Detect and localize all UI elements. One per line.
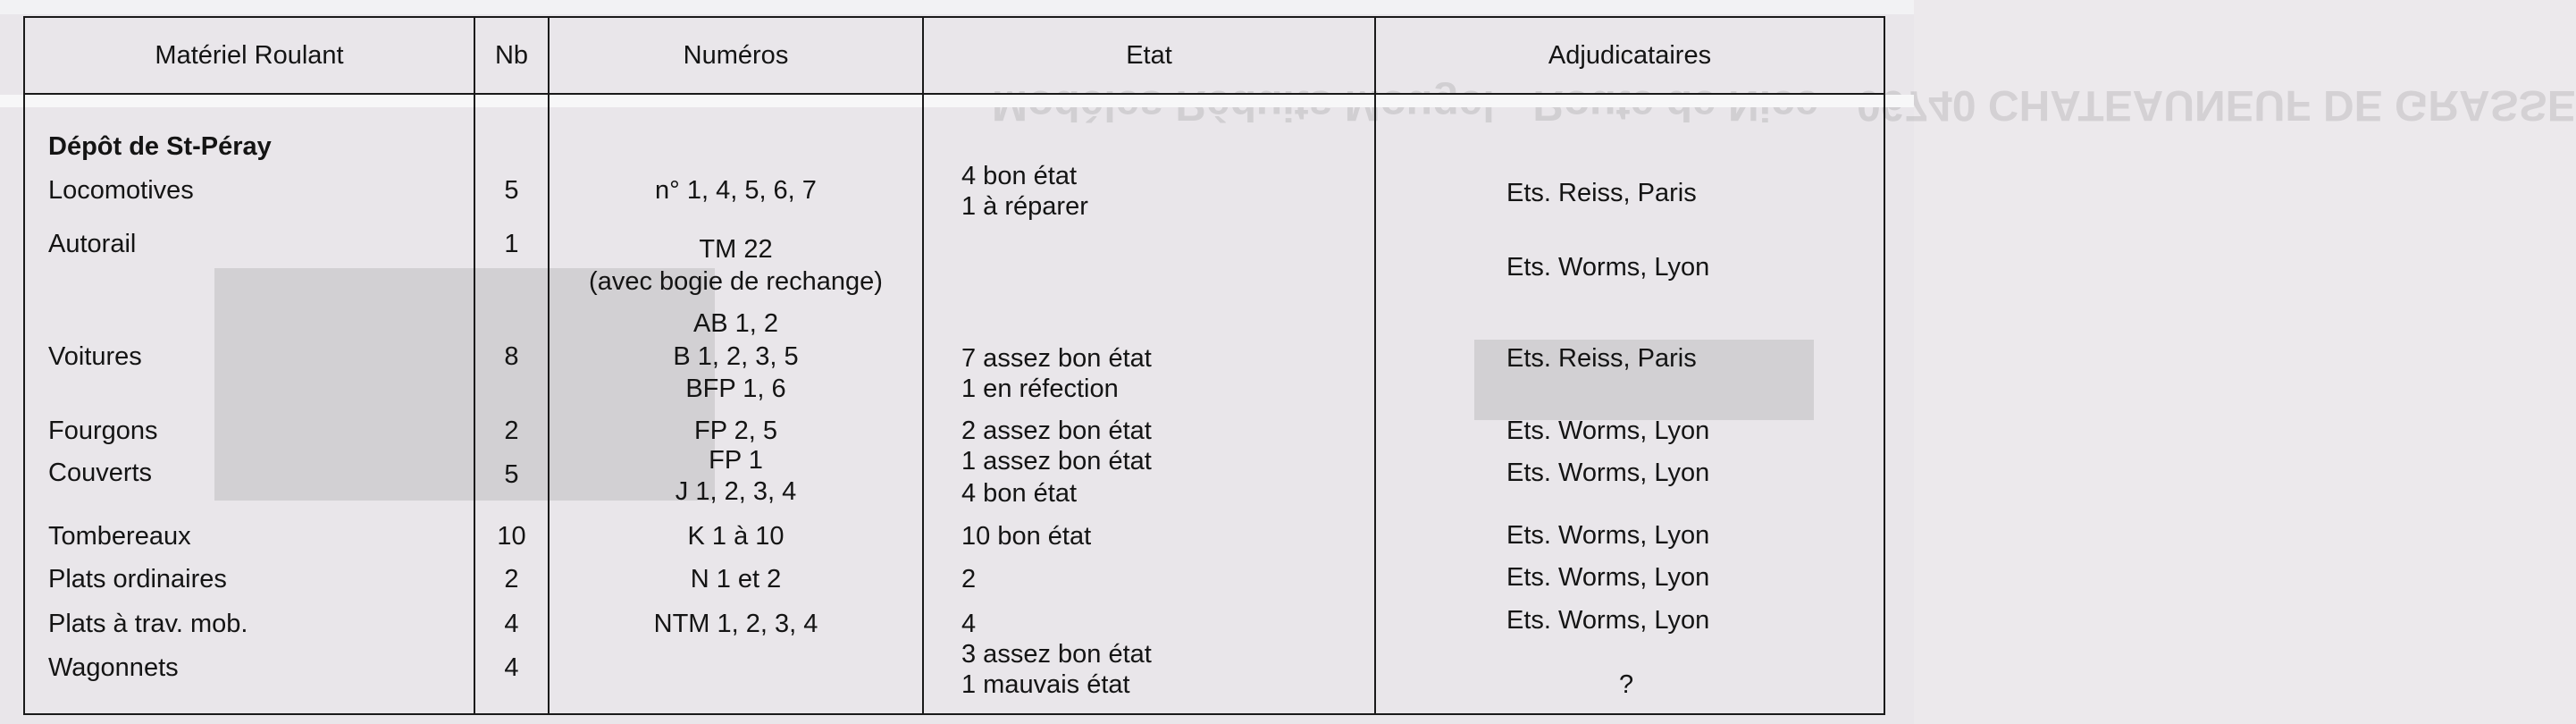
top-edge — [0, 0, 1914, 14]
header-adjudicataires: Adjudicataires — [1548, 41, 1712, 70]
row-numeros: N 1 et 2 — [690, 565, 782, 594]
row-numeros: n° 1, 4, 5, 6, 7 — [655, 176, 817, 205]
row-adjudicataire: Ets. Worms, Lyon — [1506, 563, 1710, 592]
row-materiel: Plats ordinaires — [48, 565, 227, 594]
row-nb: 8 — [504, 342, 519, 371]
row-materiel: Wagonnets — [48, 653, 179, 682]
row-etat: 1 assez bon état — [961, 447, 1152, 476]
row-adjudicataire: Ets. Worms, Lyon — [1506, 606, 1710, 635]
row-numeros: BFP 1, 6 — [685, 375, 786, 403]
row-nb: 5 — [504, 176, 519, 205]
section-depot: Dépôt de St-Péray — [48, 132, 272, 161]
row-materiel: Voitures — [48, 342, 142, 371]
row-adjudicataire: Ets. Worms, Lyon — [1506, 521, 1710, 550]
row-etat: 3 assez bon état — [961, 640, 1152, 669]
row-nb: 4 — [504, 653, 519, 682]
header-etat: Etat — [1126, 41, 1172, 70]
row-adjudicataire: ? — [1619, 670, 1634, 699]
row-etat: 4 bon état — [961, 162, 1077, 190]
row-nb: 2 — [504, 565, 519, 594]
row-nb: 10 — [497, 522, 526, 551]
row-materiel: Couverts — [48, 459, 153, 487]
row-numeros: AB 1, 2 — [692, 309, 779, 338]
row-nb: 4 — [504, 610, 519, 638]
row-adjudicataire: Ets. Worms, Lyon — [1506, 459, 1710, 487]
row-nb: 1 — [504, 230, 519, 258]
row-numeros: TM 22 — [699, 235, 773, 264]
row-etat: 2 assez bon état — [961, 417, 1152, 445]
row-materiel: Tombereaux — [48, 522, 191, 551]
row-etat: 1 mauvais état — [961, 670, 1130, 699]
row-adjudicataire: Ets. Worms, Lyon — [1506, 417, 1710, 445]
row-nb: 5 — [504, 460, 519, 489]
row-numeros: NTM 1, 2, 3, 4 — [653, 610, 818, 638]
header-nb: Nb — [494, 41, 529, 70]
row-etat: 7 assez bon état — [961, 344, 1152, 373]
row-numeros: FP 1 — [709, 446, 763, 475]
column-divider — [922, 16, 924, 715]
row-etat: 1 à réparer — [961, 192, 1088, 221]
row-materiel: Locomotives — [48, 176, 194, 205]
row-adjudicataire: Ets. Worms, Lyon — [1506, 253, 1710, 282]
header-separator — [23, 93, 1885, 95]
column-divider — [1374, 16, 1376, 715]
row-nb: 2 — [504, 417, 519, 445]
row-etat: 4 bon état — [961, 479, 1077, 508]
row-numeros: (avec bogie de rechange) — [589, 267, 883, 296]
row-etat: 1 en réfection — [961, 375, 1119, 403]
row-materiel: Autorail — [48, 230, 137, 258]
row-numeros: K 1 à 10 — [687, 522, 785, 551]
row-etat: 10 bon état — [961, 522, 1092, 551]
row-adjudicataire: Ets. Reiss, Paris — [1506, 179, 1697, 207]
row-numeros: B 1, 2, 3, 5 — [673, 342, 799, 371]
row-etat: 4 — [961, 610, 977, 638]
row-numeros: J 1, 2, 3, 4 — [675, 477, 797, 506]
row-adjudicataire: Ets. Reiss, Paris — [1506, 344, 1697, 373]
row-materiel: Plats à trav. mob. — [48, 610, 248, 638]
header-numeros: Numéros — [683, 41, 789, 70]
row-etat: 2 — [961, 565, 977, 594]
row-materiel: Fourgons — [48, 417, 158, 445]
show-through-heading: 06740 CHATEAUNEUF DE GRASSE — [1857, 81, 2576, 129]
row-numeros: FP 2, 5 — [694, 417, 777, 445]
header-materiel: Matériel Roulant — [155, 41, 344, 70]
